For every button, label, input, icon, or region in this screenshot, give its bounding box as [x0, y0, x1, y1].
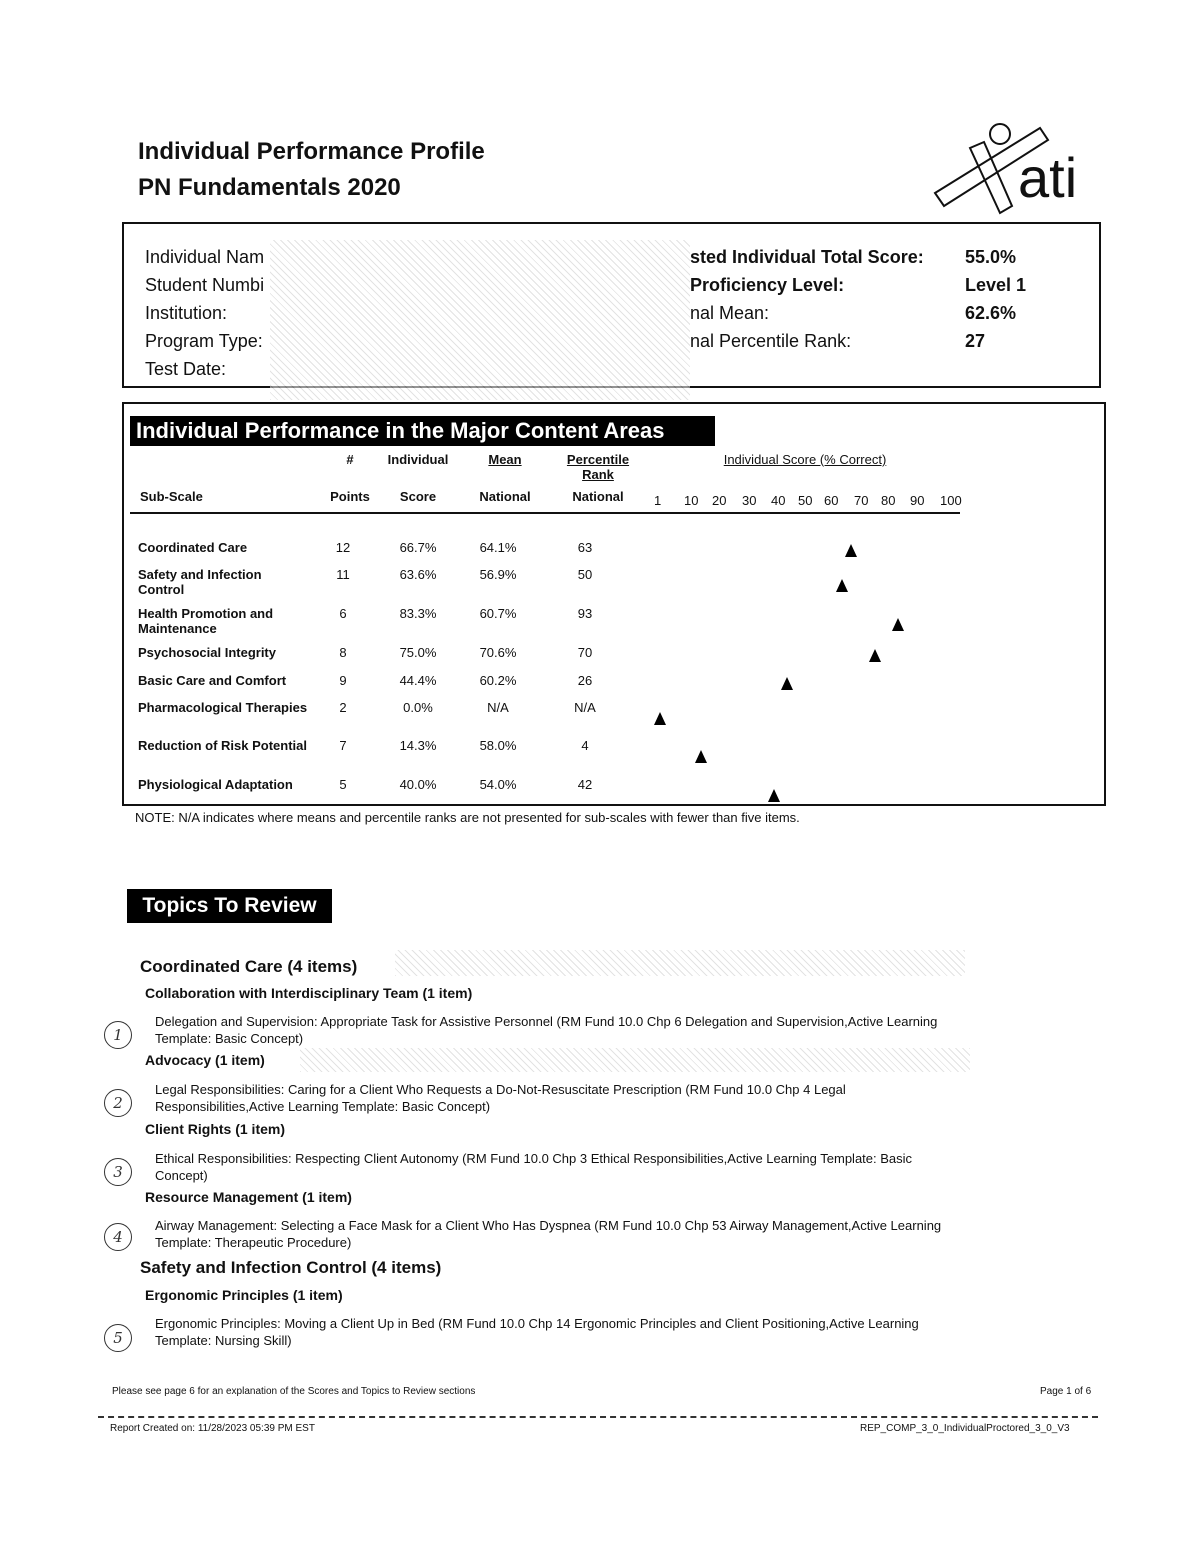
label-student-number: Student Numbi [145, 275, 265, 295]
scale-tick: 80 [881, 493, 896, 508]
handwritten-number: 1 [104, 1021, 132, 1049]
subscale-name: Coordinated Care [138, 540, 248, 555]
rank-value: 63 [577, 540, 593, 555]
mean-value: 58.0% [479, 738, 517, 753]
scale-tick: 20 [712, 493, 727, 508]
col-rank: Rank [582, 467, 614, 482]
subscale-name: Pharmacological Therapies [138, 700, 308, 715]
rank-value: 70 [577, 645, 593, 660]
scale-tick: 90 [910, 493, 925, 508]
topic-item: Delegation and Supervision: Appropriate Task for Assistive Personnel (RM Fund 10.0 Chp 6 Delegation and Supervision,Active Learning Template: Basic Concept) [155, 1014, 938, 1046]
points-value: 6 [339, 606, 347, 621]
topic-subcategory: Collaboration with Interdisciplinary Team (1 item) [145, 985, 473, 1001]
scale-tick: 60 [824, 493, 839, 508]
col-mean: Mean [488, 452, 522, 467]
score-value: 66.7% [399, 540, 437, 555]
col-individual-pct: Individual Score (% Correct) [723, 452, 887, 467]
subscale-name: Physiological Adaptation [138, 777, 293, 792]
label-national-mean: nal Mean: [690, 303, 770, 323]
score-value: 75.0% [399, 645, 437, 660]
major-content-banner: Individual Performance in the Major Content Areas [130, 416, 715, 446]
col-subscale: Sub-Scale [140, 489, 203, 504]
points-value: 9 [339, 673, 347, 688]
score-marker [836, 579, 848, 592]
table-row [138, 700, 1098, 740]
report-created: Report Created on: 11/28/2023 05:39 PM EST [110, 1423, 315, 1434]
scale-tick: 1 [654, 493, 662, 508]
table-row [138, 738, 1098, 778]
rank-value: 50 [577, 567, 593, 582]
topic-item: Legal Responsibilities: Caring for a Client Who Requests a Do-Not-Resuscitate Prescription (RM Fund 10.0 Chp 4 Legal Responsibilities,Active Learning Template: Basic Concept) [155, 1082, 846, 1114]
label-test-date: Test Date: [145, 359, 227, 379]
rank-value: N/A [574, 700, 596, 715]
report-subtitle: PN Fundamentals 2020 [138, 174, 401, 201]
rank-value: 93 [577, 606, 593, 621]
topic-subcategory: Ergonomic Principles (1 item) [145, 1287, 343, 1303]
subscale-name: Psychosocial Integrity [138, 645, 276, 660]
mean-value: N/A [487, 700, 509, 715]
scale-tick: 100 [940, 493, 962, 508]
handwritten-number: 5 [104, 1324, 132, 1352]
redacted-area [270, 240, 690, 400]
mean-value: 56.9% [479, 567, 517, 582]
points-value: 5 [339, 777, 347, 792]
table-row [138, 567, 1098, 607]
score-value: 63.6% [399, 567, 437, 582]
scale-tick: 70 [854, 493, 869, 508]
mean-value: 64.1% [479, 540, 517, 555]
ati-logo-text: ati [1018, 146, 1078, 209]
score-marker [695, 750, 707, 763]
rank-value: 4 [581, 738, 589, 753]
col-hash: # [346, 452, 354, 467]
label-proficiency: Proficiency Level: [690, 275, 845, 295]
percentile-rank-value: 27 [965, 331, 986, 351]
scale-tick: 40 [771, 493, 786, 508]
col-national-rank: National [572, 489, 624, 504]
score-marker [781, 677, 793, 690]
report-code: REP_COMP_3_0_IndividualProctored_3_0_V3 [860, 1423, 1070, 1434]
score-marker [845, 544, 857, 557]
label-program-type: Program Type: [145, 331, 263, 351]
score-value: 40.0% [399, 777, 437, 792]
score-marker [892, 618, 904, 631]
topics-banner: Topics To Review [127, 889, 332, 923]
subscale-name: Basic Care and Comfort [138, 673, 287, 688]
na-note: NOTE: N/A indicates where means and percentile ranks are not presented for sub-scales with fewer than five items. [135, 810, 800, 825]
handwritten-number: 2 [104, 1089, 132, 1117]
proficiency-value: Level 1 [965, 275, 1027, 295]
topic-category-coordinated-care: Coordinated Care (4 items) [140, 957, 358, 976]
rank-value: 26 [577, 673, 593, 688]
redacted-area [300, 1048, 970, 1072]
topic-item: Ethical Responsibilities: Respecting Client Autonomy (RM Fund 10.0 Chp 3 Ethical Responsibilities,Active Learning Template: Basic Concept) [155, 1151, 913, 1183]
rank-value: 42 [577, 777, 593, 792]
page-number: Page 1 of 6 [1040, 1386, 1092, 1397]
col-points: Points [330, 489, 370, 504]
topic-subcategory: Resource Management (1 item) [145, 1189, 352, 1205]
topic-item: Ergonomic Principles: Moving a Client Up in Bed (RM Fund 10.0 Chp 14 Ergonomic Principles and Client Positioning,Active Learning Template: Nursing Skill) [155, 1316, 919, 1348]
mean-value: 60.2% [479, 673, 517, 688]
points-value: 2 [339, 700, 347, 715]
score-marker [869, 649, 881, 662]
subscale-name: Reduction of Risk Potential [138, 738, 308, 753]
national-mean-value: 62.6% [965, 303, 1017, 323]
table-rule [130, 512, 960, 514]
label-institution: Institution: [145, 303, 228, 323]
mean-value: 60.7% [479, 606, 517, 621]
scale-tick: 50 [798, 493, 813, 508]
label-total-score: sted Individual Total Score: [690, 247, 924, 267]
topic-category-safety: Safety and Infection Control (4 items) [140, 1258, 442, 1277]
score-marker [768, 789, 780, 802]
total-score-value: 55.0% [965, 247, 1017, 267]
points-value: 7 [339, 738, 347, 753]
report-title: Individual Performance Profile [138, 138, 485, 165]
score-marker [654, 712, 666, 725]
points-value: 12 [335, 540, 351, 555]
scale-tick: 30 [742, 493, 757, 508]
topic-item: Airway Management: Selecting a Face Mask for a Client Who Has Dyspnea (RM Fund 10.0 Chp 53 Airway Management,Active Learning Template: Therapeutic Procedure) [155, 1218, 942, 1250]
redacted-area [395, 950, 965, 976]
scale-tick: 10 [684, 493, 699, 508]
score-value: 83.3% [399, 606, 437, 621]
col-individual: Individual [387, 452, 449, 467]
mean-value: 70.6% [479, 645, 517, 660]
col-percentile: Percentile [566, 452, 630, 467]
col-score: Score [399, 489, 437, 504]
subscale-name: Safety and Infection Control [138, 567, 262, 597]
footer-divider [98, 1416, 1098, 1418]
subscale-name: Health Promotion and Maintenance [138, 606, 274, 636]
mean-value: 54.0% [479, 777, 517, 792]
footer-note: Please see page 6 for an explanation of the Scores and Topics to Review sections [112, 1386, 476, 1397]
topic-subcategory: Client Rights (1 item) [145, 1121, 286, 1137]
col-national: National [479, 489, 531, 504]
table-row [138, 606, 1098, 646]
score-value: 14.3% [399, 738, 437, 753]
handwritten-number: 3 [104, 1158, 132, 1186]
topic-subcategory: Advocacy (1 item) [145, 1052, 265, 1068]
label-percentile-rank: nal Percentile Rank: [690, 331, 852, 351]
label-individual-name: Individual Nam [145, 247, 265, 267]
points-value: 8 [339, 645, 347, 660]
handwritten-number: 4 [104, 1223, 132, 1251]
score-value: 44.4% [399, 673, 437, 688]
score-value: 0.0% [403, 700, 433, 715]
points-value: 11 [336, 567, 350, 582]
